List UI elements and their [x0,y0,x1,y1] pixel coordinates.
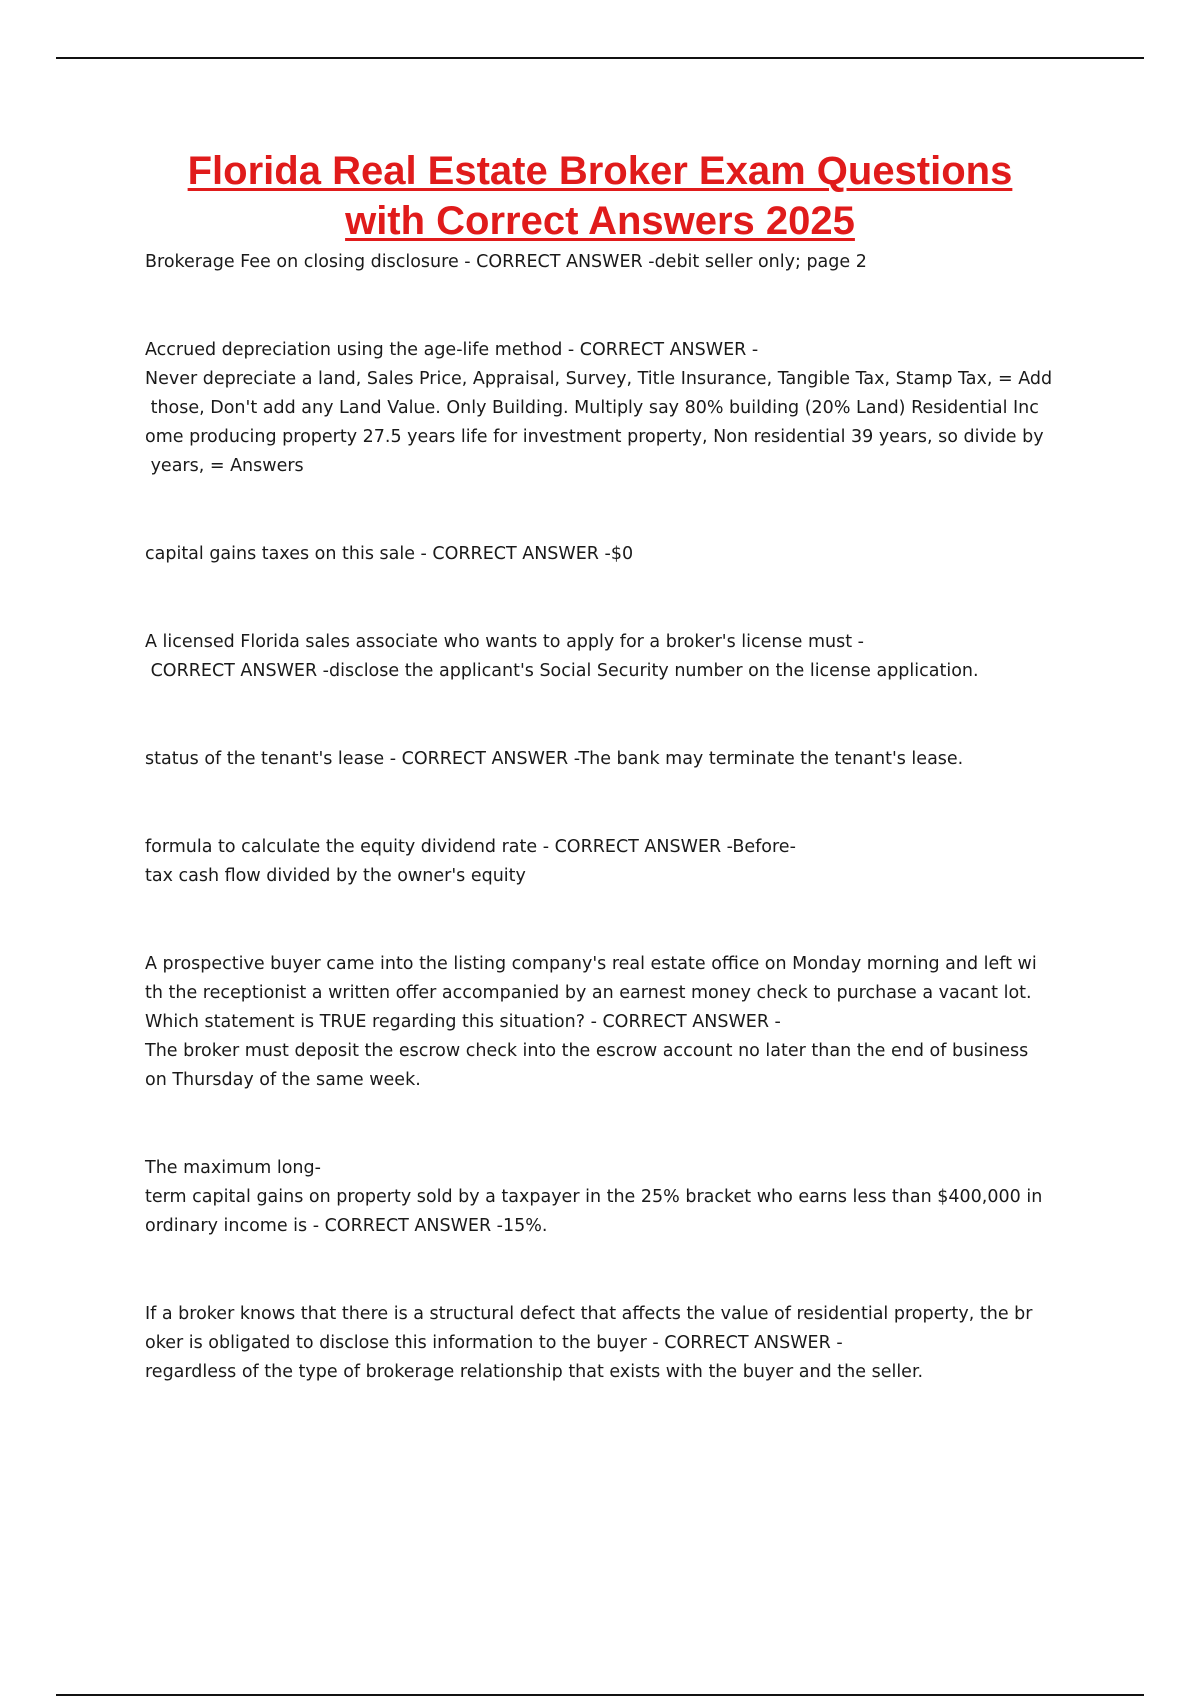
qa-line: formula to calculate the equity dividend rate - CORRECT ANSWER -Before- [145,837,796,857]
qa-line: If a broker knows that there is a structural defect that affects the value of residential property, the br [145,1304,1033,1324]
qa-line: capital gains taxes on this sale - CORRECT ANSWER -$0 [145,544,634,564]
bottom-rule [56,1694,1144,1696]
document-title [0,146,1200,246]
qa-item [145,1300,1085,1387]
qa-item [145,745,1085,774]
qa-line: Brokerage Fee on closing disclosure - CORRECT ANSWER -debit seller only; page 2 [145,252,867,272]
qa-item [145,833,1085,891]
qa-line: on Thursday of the same week. [145,1070,421,1090]
qa-line: Never depreciate a land, Sales Price, Appraisal, Survey, Title Insurance, Tangible Tax, Stamp Tax, = Add [145,369,1053,389]
qa-item [145,540,1085,569]
title-line-2: with Correct Answers 2025 [345,199,855,243]
qa-line: ome producing property 27.5 years life for investment property, Non residential 39 years, so divide by [145,427,1044,447]
qa-line: Which statement is TRUE regarding this situation? - CORRECT ANSWER - [145,1012,781,1032]
qa-line: The maximum long- [145,1158,321,1178]
qa-line: status of the tenant's lease - CORRECT ANSWER -The bank may terminate the tenant's lease. [145,749,964,769]
qa-line: those, Don't add any Land Value. Only Building. Multiply say 80% building (20% Land) Residential Inc [145,398,1039,418]
qa-line: term capital gains on property sold by a taxpayer in the 25% bracket who earns less than $400,000 in [145,1187,1043,1207]
qa-item [145,336,1085,481]
top-rule [56,57,1144,59]
qa-line: A prospective buyer came into the listing company's real estate office on Monday morning and left wi [145,954,1037,974]
qa-line: tax cash flow divided by the owner's equity [145,866,526,886]
title-line-1: Florida Real Estate Broker Exam Questions [187,149,1013,193]
qa-line: years, = Answers [145,456,304,476]
qa-item [145,628,1085,686]
qa-line: The broker must deposit the escrow check into the escrow account no later than the end of business [145,1041,1029,1061]
qa-list [145,248,1085,1387]
qa-item [145,1154,1085,1241]
qa-line: regardless of the type of brokerage relationship that exists with the buyer and the seller. [145,1362,924,1382]
qa-line: ordinary income is - CORRECT ANSWER -15%. [145,1216,548,1236]
qa-item [145,248,1085,277]
qa-line: Accrued depreciation using the age-life method - CORRECT ANSWER - [145,340,759,360]
qa-line: A licensed Florida sales associate who wants to apply for a broker's license must - [145,632,864,652]
qa-item [145,950,1085,1095]
qa-line: th the receptionist a written offer accompanied by an earnest money check to purchase a vacant lot. [145,983,1032,1003]
qa-line: CORRECT ANSWER -disclose the applicant's Social Security number on the license application. [145,661,979,681]
qa-line: oker is obligated to disclose this information to the buyer - CORRECT ANSWER - [145,1333,843,1353]
